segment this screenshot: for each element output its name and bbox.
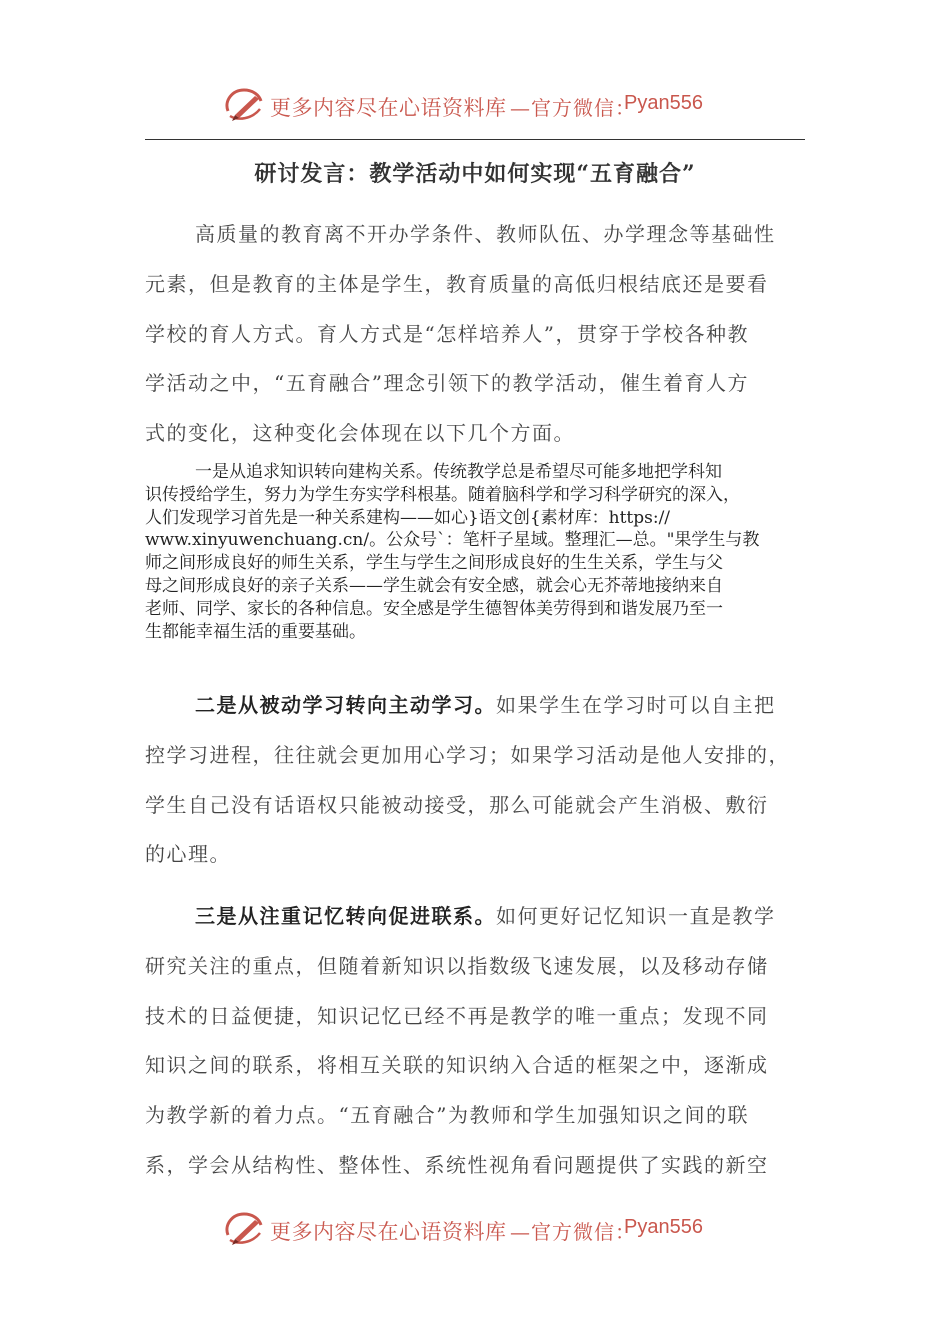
text-line: 的心理。 <box>145 842 231 867</box>
text-fragment: 如果学生在学习时可以自主把 <box>496 693 776 717</box>
text-line: 一是从追求知识转向建构关系。传统教学总是希望尽可能多地把学科知 <box>195 462 722 482</box>
official-wechat-label: —官方微信： <box>510 1220 636 1244</box>
point-two-heading: 二是从被动学习转向主动学习。 <box>195 693 496 717</box>
text-line: 师之间形成良好的师生关系，学生与学生之间形成良好的生生关系，学生与父 <box>145 553 723 574</box>
wechat-id: Pyan556 <box>624 92 703 114</box>
text-line: 生都能幸福生活的重要基础。 <box>145 621 366 642</box>
text-line: 学校的育人方式。育人方式是“怎样培养人”，贯穿于学校各种教 <box>145 321 749 346</box>
text-line: 学生自己没有话语权只能被动接受，那么可能就会产生消极、敷衍 <box>145 792 769 817</box>
brand-text: 更多内容尽在心语资料库 <box>270 96 507 120</box>
footer-banner <box>222 1207 742 1251</box>
text-line: www.xinyuwenchuang.cn/。公众号`：笔杆子星域。整理汇—总。"果学生与教 <box>145 530 760 551</box>
text-line: 识传授给学生，努力为学生夯实学科根基。随着脑科学和学习科学研究的深入， <box>145 484 740 505</box>
point-three-heading: 三是从注重记忆转向促进联系。 <box>195 904 496 928</box>
pen-logo-icon <box>222 1209 268 1249</box>
text-line: 老师、同学、家长的各种信息。安全感是学生德智体美劳得到和谐发展乃至一 <box>145 598 723 619</box>
header-divider <box>145 139 805 140</box>
pen-logo-icon <box>222 85 268 125</box>
text-line: 学活动之中，“五育融合”理念引领下的教学活动，催生着育人方 <box>145 371 749 396</box>
text-line: 研究关注的重点，但随着新知识以指数级飞速发展，以及移动存储 <box>145 953 769 978</box>
text-line: 母之间形成良好的亲子关系——学生就会有安全感，就会心无芥蒂地接纳来自 <box>145 575 723 596</box>
point-two-paragraph <box>145 681 805 880</box>
text-line: 系，学会从结构性、整体性、系统性视角看问题提供了实践的新空 <box>145 1152 769 1177</box>
text-line <box>145 681 805 731</box>
intro-paragraph <box>145 210 805 459</box>
official-wechat-label: —官方微信： <box>510 96 636 120</box>
text-line: 为教学新的着力点。“五育融合”为教师和学生加强知识之间的联 <box>145 1103 749 1128</box>
text-line: 知识之间的联系，将相互关联的知识纳入合适的框架之中，逐渐成 <box>145 1053 769 1078</box>
text-line: 元素，但是教育的主体是学生，教育质量的高低归根结底还是要看 <box>145 271 769 296</box>
text-line: 人们发现学习首先是一种关系建构——如心}语文创{素材库：https:// <box>145 507 671 528</box>
text-line: 式的变化，这种变化会体现在以下几个方面。 <box>145 421 575 446</box>
wechat-id: Pyan556 <box>624 1216 703 1238</box>
page-title: 研讨发言：教学活动中如何实现“五育融合” <box>254 161 696 187</box>
text-fragment: 如何更好记忆知识一直是教学 <box>496 904 776 928</box>
text-line: 控学习进程，往往就会更加用心学习；如果学习活动是他人安排的， <box>145 742 790 767</box>
point-one-paragraph <box>145 461 805 643</box>
text-line <box>145 892 805 942</box>
text-line: 高质量的教育离不开办学条件、教师队伍、办学理念等基础性 <box>195 222 776 246</box>
point-three-paragraph <box>145 892 805 1191</box>
header-banner <box>222 83 742 127</box>
brand-text: 更多内容尽在心语资料库 <box>270 1220 507 1244</box>
text-line: 技术的日益便捷，知识记忆已经不再是教学的唯一重点；发现不同 <box>145 1003 769 1028</box>
